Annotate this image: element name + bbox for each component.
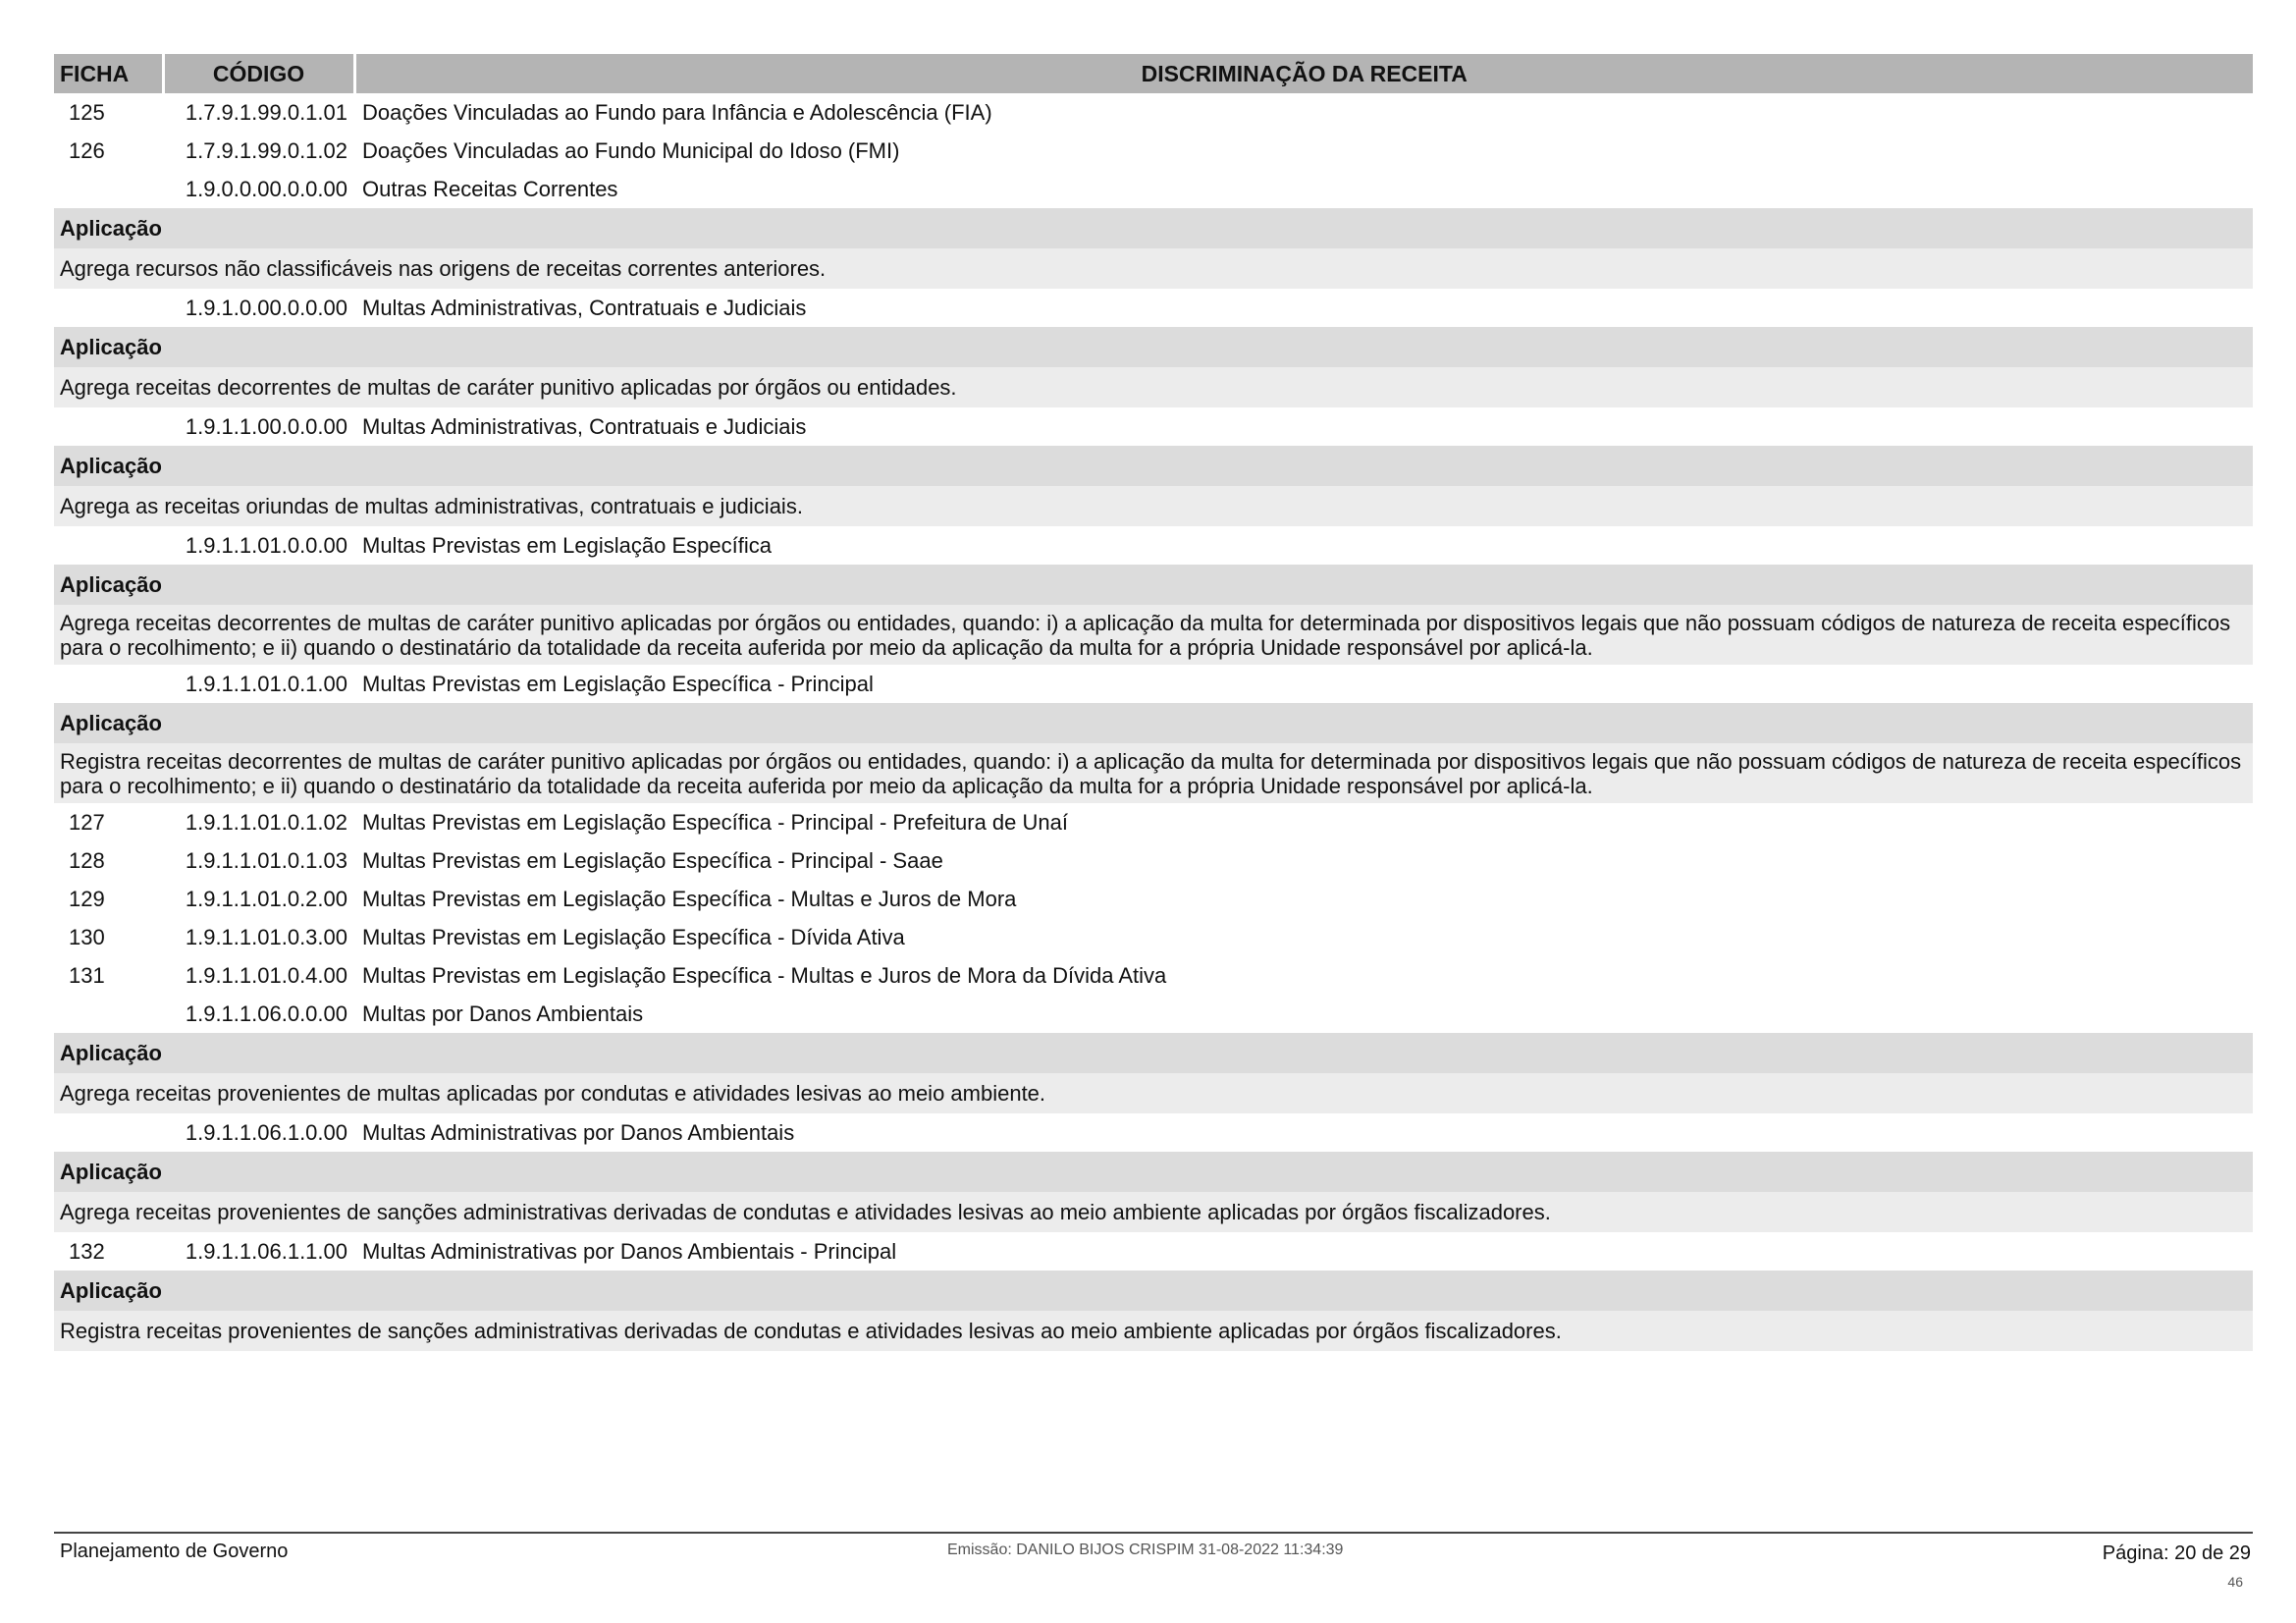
- aplicacao-heading: Aplicação: [54, 327, 2253, 367]
- table-row: [54, 93, 2253, 132]
- cell-ficha: 127: [69, 809, 105, 835]
- cell-ficha: [54, 665, 163, 703]
- cell-description: Multas por Danos Ambientais: [362, 1001, 644, 1026]
- cell-ficha: 126: [69, 137, 105, 163]
- cell-ficha: 128: [69, 847, 105, 873]
- cell-ficha: [54, 407, 163, 446]
- table-row: [54, 170, 2253, 208]
- table-row: [54, 132, 2253, 170]
- footer-emission: Emissão: DANILO BIJOS CRISPIM 31-08-2022 11:34:39: [947, 1542, 1344, 1558]
- cell-codigo: 1.9.1.0.00.0.0.00: [185, 295, 347, 320]
- cell-codigo: 1.9.1.1.01.0.4.00: [185, 962, 347, 988]
- table-row: [54, 803, 2253, 841]
- aplicacao-heading-row: [54, 1152, 2253, 1192]
- table-row: [54, 1113, 2253, 1152]
- aplicacao-heading-row: [54, 208, 2253, 248]
- cell-codigo: 1.9.1.1.01.0.1.02: [185, 809, 347, 835]
- aplicacao-heading: Aplicação: [54, 703, 2253, 743]
- cell-ficha: 132: [69, 1238, 105, 1264]
- table-row: [54, 918, 2253, 956]
- cell-codigo: 1.9.1.1.01.0.0.00: [185, 532, 347, 558]
- aplicacao-text: Agrega receitas provenientes de multas aplicadas por condutas e atividades lesivas ao meio ambiente.: [54, 1073, 2253, 1113]
- aplicacao-text-row: [54, 486, 2253, 526]
- revenue-table: [54, 54, 2253, 1351]
- cell-codigo: 1.9.0.0.00.0.0.00: [185, 176, 347, 201]
- aplicacao-heading-row: [54, 565, 2253, 605]
- table-row: [54, 841, 2253, 880]
- cell-codigo: 1.7.9.1.99.0.1.02: [185, 137, 347, 163]
- table-row: [54, 995, 2253, 1033]
- table-row: [54, 665, 2253, 703]
- cell-codigo: 1.7.9.1.99.0.1.01: [185, 99, 347, 125]
- cell-description: Multas Previstas em Legislação Específica - Principal - Saae: [362, 847, 943, 873]
- aplicacao-text: Registra receitas provenientes de sanções administrativas derivadas de condutas e atividades lesivas ao meio ambiente aplicadas por órgãos fiscalizadores.: [54, 1311, 2253, 1351]
- cell-ficha: [54, 170, 163, 208]
- aplicacao-text: Registra receitas decorrentes de multas de caráter punitivo aplicadas por órgãos ou entidades, quando: i) a aplicação da multa for determinada por dispositivos legais que não possuam códigos de natureza de receita específicos para o recolhimento; e ii) quando o destinatário da totalidade da receita auferida por meio da aplicação da multa for a própria Unidade responsável por aplicá-la.: [54, 743, 2253, 803]
- footer-divider: [54, 1532, 2253, 1534]
- cell-description: Multas Administrativas por Danos Ambientais: [362, 1119, 795, 1145]
- aplicacao-heading-row: [54, 1033, 2253, 1073]
- aplicacao-heading: Aplicação: [54, 1152, 2253, 1192]
- cell-ficha: [54, 995, 163, 1033]
- cell-ficha: [54, 526, 163, 565]
- aplicacao-text: Agrega receitas provenientes de sanções administrativas derivadas de condutas e atividades lesivas ao meio ambiente aplicadas por órgãos fiscalizadores.: [54, 1192, 2253, 1232]
- aplicacao-text-row: [54, 605, 2253, 665]
- aplicacao-text-row: [54, 367, 2253, 407]
- cell-description: Multas Previstas em Legislação Específica - Multas e Juros de Mora da Dívida Ativa: [362, 962, 1167, 988]
- aplicacao-heading-row: [54, 1271, 2253, 1311]
- aplicacao-text-row: [54, 1073, 2253, 1113]
- footer-page-number: Página: 20 de 29: [2102, 1542, 2251, 1564]
- cell-ficha: [54, 289, 163, 327]
- cell-codigo: 1.9.1.1.06.1.0.00: [185, 1119, 347, 1145]
- table-row: [54, 289, 2253, 327]
- cell-ficha: 125: [69, 99, 105, 125]
- aplicacao-text-row: [54, 1192, 2253, 1232]
- table-row: [54, 526, 2253, 565]
- aplicacao-text: Agrega receitas decorrentes de multas de caráter punitivo aplicadas por órgãos ou entidades, quando: i) a aplicação da multa for determinada por dispositivos legais que não possuam códigos de natureza de receita específicos para o recolhimento; e ii) quando o destinatário da totalidade da receita auferida por meio da aplicação da multa for a própria Unidade responsável por aplicá-la.: [54, 605, 2253, 665]
- table-row: [54, 880, 2253, 918]
- cell-description: Outras Receitas Correntes: [362, 176, 618, 201]
- aplicacao-heading-row: [54, 703, 2253, 743]
- report-page: [54, 54, 2253, 1351]
- aplicacao-heading-row: [54, 446, 2253, 486]
- table-row: [54, 1232, 2253, 1271]
- cell-ficha: 130: [69, 924, 105, 949]
- cell-codigo: 1.9.1.1.00.0.0.00: [185, 413, 347, 439]
- aplicacao-heading: Aplicação: [54, 446, 2253, 486]
- table-body: [54, 93, 2253, 1351]
- cell-ficha: 129: [69, 886, 105, 911]
- table-row: [54, 956, 2253, 995]
- aplicacao-text-row: [54, 248, 2253, 289]
- cell-description: Multas Previstas em Legislação Específica - Principal: [362, 671, 874, 696]
- table-row: [54, 407, 2253, 446]
- aplicacao-heading-row: [54, 327, 2253, 367]
- column-header-ficha: FICHA: [54, 54, 163, 93]
- aplicacao-heading: Aplicação: [54, 1033, 2253, 1073]
- aplicacao-text-row: [54, 1311, 2253, 1351]
- cell-description: Multas Administrativas, Contratuais e Judiciais: [362, 413, 807, 439]
- footer-department: Planejamento de Governo: [60, 1541, 289, 1562]
- cell-codigo: 1.9.1.1.01.0.2.00: [185, 886, 347, 911]
- aplicacao-text: Agrega receitas decorrentes de multas de caráter punitivo aplicadas por órgãos ou entidades.: [54, 367, 2253, 407]
- cell-description: Multas Administrativas, Contratuais e Judiciais: [362, 295, 807, 320]
- cell-codigo: 1.9.1.1.01.0.1.03: [185, 847, 347, 873]
- aplicacao-text: Agrega recursos não classificáveis nas origens de receitas correntes anteriores.: [54, 248, 2253, 289]
- aplicacao-text: Agrega as receitas oriundas de multas administrativas, contratuais e judiciais.: [54, 486, 2253, 526]
- cell-description: Multas Previstas em Legislação Específica - Principal - Prefeitura de Unaí: [362, 809, 1068, 835]
- aplicacao-heading: Aplicação: [54, 1271, 2253, 1311]
- aplicacao-text-row: [54, 743, 2253, 803]
- cell-description: Doações Vinculadas ao Fundo para Infância e Adolescência (FIA): [362, 99, 992, 125]
- cell-codigo: 1.9.1.1.06.1.1.00: [185, 1238, 347, 1264]
- cell-description: Multas Previstas em Legislação Específica - Multas e Juros de Mora: [362, 886, 1017, 911]
- cell-description: Multas Previstas em Legislação Específica: [362, 532, 772, 558]
- cell-ficha: 131: [69, 962, 105, 988]
- cell-codigo: 1.9.1.1.01.0.3.00: [185, 924, 347, 949]
- cell-description: Multas Previstas em Legislação Específica - Dívida Ativa: [362, 924, 905, 949]
- cell-codigo: 1.9.1.1.01.0.1.00: [185, 671, 347, 696]
- footer-sheet-number: 46: [2227, 1574, 2243, 1590]
- cell-description: Doações Vinculadas ao Fundo Municipal do Idoso (FMI): [362, 137, 900, 163]
- cell-codigo: 1.9.1.1.06.0.0.00: [185, 1001, 347, 1026]
- column-header-discriminacao: DISCRIMINAÇÃO DA RECEITA: [354, 54, 2253, 93]
- cell-ficha: [54, 1113, 163, 1152]
- aplicacao-heading: Aplicação: [54, 208, 2253, 248]
- table-header-row: [54, 54, 2253, 93]
- aplicacao-heading: Aplicação: [54, 565, 2253, 605]
- cell-description: Multas Administrativas por Danos Ambientais - Principal: [362, 1238, 897, 1264]
- column-header-codigo: CÓDIGO: [163, 54, 354, 93]
